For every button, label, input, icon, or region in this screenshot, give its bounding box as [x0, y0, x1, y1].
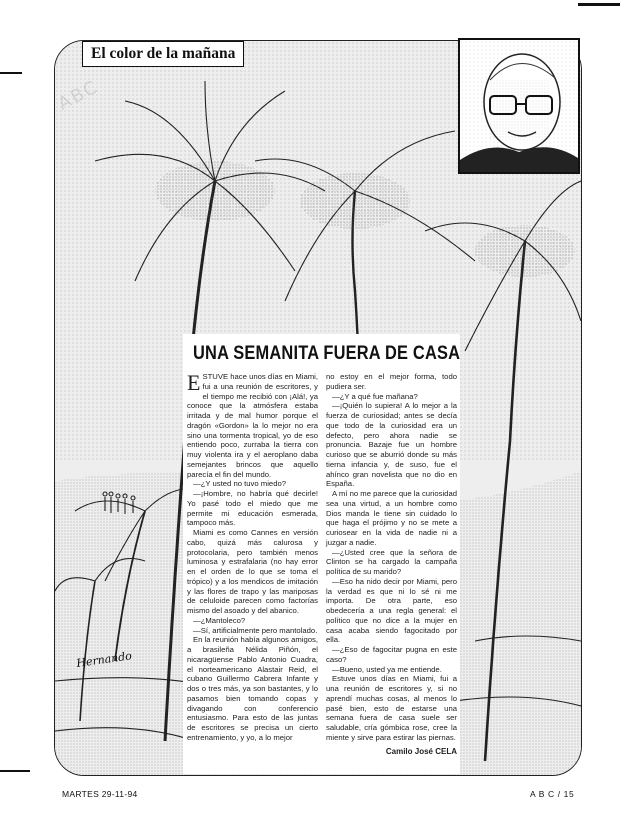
- author-portrait-drawing: [460, 40, 578, 172]
- article-column-2: [326, 372, 457, 756]
- illustrator-signature: Hernando: [75, 649, 133, 670]
- margin-mark: [0, 72, 22, 74]
- watermark-text: ABC: [54, 76, 103, 115]
- paragraph: En la reunión había algunos amigos, a brasileña Nélida Piñón, el nicaragüense Pablo Antonio Cuadra, el norteamericano Alastair Reid, el cubano Guillermo Cabrera Infante y dos o tres más, ya son bastantes, y lo pasamos bien tomando copas y divagando con conferencio entusiasmo. Para esto de las juntas de escritores se precisa un cierto entrenamiento, y yo, a lo mejor: [187, 635, 318, 742]
- drop-cap: E: [187, 370, 201, 395]
- paragraph: Estuve unos días en Miami, fui a una reunión de escritores y, si no aprendí muchas cosas, al menos lo pasé bien, esto de estarse una semana fuera de casa suele ser saludable, cría gómbica rose, cree la miente y sirve para estirar las piernas.: [326, 674, 457, 742]
- paragraph: —¿Mantoleco?: [193, 615, 246, 625]
- author-portrait: [458, 38, 580, 174]
- paragraph: —Bueno, usted ya me entiende.: [332, 664, 442, 674]
- paragraph: no estoy en el mejor forma, todo pudiera ser.: [326, 372, 457, 391]
- author-signature: Camilo José CELA: [385, 746, 457, 756]
- section-title: El color de la mañana: [82, 41, 244, 67]
- paragraph: Miami es como Cannes en versión cabo, quizá más calurosa y protocolaria, pero también menos luminosa y estrafalaria (no hay error en el orden de lo que se toma el trópico) y a los mendicos de imitación y las flores de trapo y las mariposas de celuloide parecen como factorías mismo del asoado y del abanico.: [187, 528, 318, 615]
- paragraph: —¿Usted cree que la señora de Clinton se ha cargado la campaña política de su marido?: [326, 547, 457, 576]
- paragraph: —¿Eso de fagocitar pugna en este caso?: [326, 645, 457, 664]
- article-body: [187, 372, 457, 756]
- top-edge-rule: [578, 3, 620, 6]
- footer-date: MARTES 29-11-94: [62, 789, 138, 799]
- footer-page-number: A B C / 15: [530, 789, 575, 799]
- paragraph: ESTUVE hace unos días en Miami, fui a una reunión de escritores, y el tiempo me recibió con ¡Alá!, ya conoce que la atmósfera estaba irritada y de mal humor porque el dragón «Gordon» la lo mejor no era sino una tormenta tropical, yo de eso entiendo poco, zurraba la tierra con muy violenta ira y el aeroplano daba semejantes brincos que aquello parecía el fin del mundo.: [187, 370, 318, 479]
- paragraph: —¿Y a qué fue mañana?: [332, 391, 418, 401]
- paragraph: —Sí, artificialmente pero mantolado.: [193, 625, 318, 635]
- paragraph: —¡Quién lo supiera! A lo mejor a la fuerza de curiosidad; antes se decía que todo de la curiosidad era un defecto, pero ahora nadie se pronuncia. Bazaje fue un hombre curioso que se aburrió donde su más tierna infancia y, de suso, fue el ahínco gran novelista que no dio en España.: [326, 401, 457, 489]
- paragraph: —¿Y usted no tuvo miedo?: [193, 479, 287, 489]
- article-title: UNA SEMANITA FUERA DE CASA: [193, 342, 461, 364]
- paragraph: —¡Hombre, no habría qué decirle! Yo pasé todo el miedo que me permite mi educación esmerada, tampoco más.: [187, 489, 318, 528]
- article-column-1: [187, 372, 318, 756]
- margin-mark: [0, 770, 30, 772]
- paragraph: —Eso ha nido decir por Miami, pero la verdad es que ni lo sé ni me importa. De otra parte, eso obedecería a una regla general: el político que no dice a la mujer en casa acaba siendo fagocitado por ella.: [326, 576, 457, 645]
- paragraph: A mí no me parece que la curiosidad sea una virtud, a un hombre como Dios manda le tiene sin cuidado lo que haga el prójimo y no se mete a curiosear en la vida de nadie ni a juzgar a nadie.: [326, 489, 457, 547]
